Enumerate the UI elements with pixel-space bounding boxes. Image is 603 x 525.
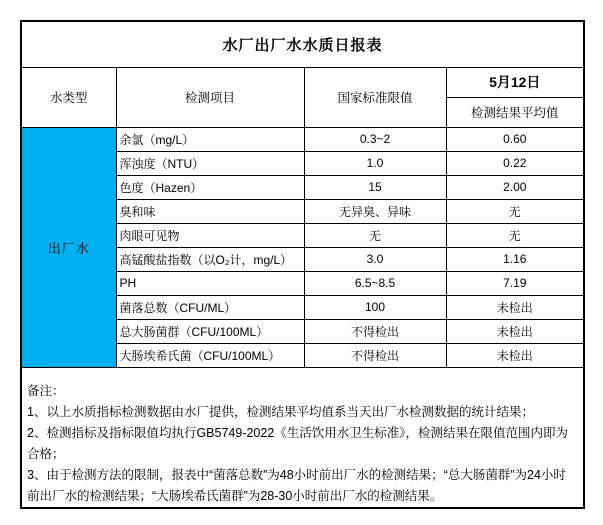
limit-cell: 不得检出	[304, 319, 446, 343]
header-water-type: 水类型	[21, 67, 116, 127]
result-cell: 无	[446, 223, 584, 247]
result-cell: 未检出	[446, 343, 584, 367]
title-row	[21, 21, 584, 67]
item-cell: PH	[116, 271, 304, 295]
page-title: 水厂出厂水水质日报表	[21, 21, 584, 67]
item-cell: 色度（Hazen）	[116, 175, 304, 199]
notes-label: 备注：	[27, 383, 65, 398]
item-cell: 总大肠菌群（CFU/100ML）	[116, 319, 304, 343]
limit-cell: 不得检出	[304, 343, 446, 367]
limit-cell: 6.5~8.5	[304, 271, 446, 295]
item-cell: 肉眼可见物	[116, 223, 304, 247]
header-date: 5月12日	[446, 67, 584, 97]
item-cell: 菌落总数（CFU/ML）	[116, 295, 304, 319]
result-cell: 0.22	[446, 151, 584, 175]
header-limit: 国家标准限值	[304, 67, 446, 127]
result-cell: 7.19	[446, 271, 584, 295]
item-cell: 臭和味	[116, 199, 304, 223]
limit-cell: 1.0	[304, 151, 446, 175]
note-line-3: 3、由于检测方法的限制，报表中“菌落总数”为48小时前出厂水的检测结果；“总大肠菌群”为24小时前出厂水的检测结果；“大肠埃希氏菌群”为28-30小时前出厂水的检测结果。	[27, 467, 566, 503]
table-row	[21, 127, 584, 151]
water-quality-daily-report	[20, 20, 583, 509]
report-table	[20, 20, 585, 509]
result-cell: 1.16	[446, 247, 584, 271]
limit-cell: 100	[304, 295, 446, 319]
item-cell: 余氯（mg/L）	[116, 127, 304, 151]
result-cell: 2.00	[446, 175, 584, 199]
header-row-1	[21, 67, 584, 97]
result-cell: 0.60	[446, 127, 584, 151]
limit-cell: 无	[304, 223, 446, 247]
item-cell: 大肠埃希氏菌（CFU/100ML）	[116, 343, 304, 367]
limit-cell: 15	[304, 175, 446, 199]
limit-cell: 3.0	[304, 247, 446, 271]
notes-cell	[21, 367, 584, 508]
notes-row	[21, 367, 584, 508]
header-item: 检测项目	[116, 67, 304, 127]
item-cell: 高锰酸盐指数（以O₂计，mg/L）	[116, 247, 304, 271]
note-line-1: 1、以上水质指标检测数据由水厂提供，检测结果平均值系当天出厂水检测数据的统计结果；	[27, 404, 534, 419]
item-cell: 浑浊度（NTU）	[116, 151, 304, 175]
result-cell: 未检出	[446, 295, 584, 319]
water-type-cell: 出厂水	[21, 127, 116, 367]
result-cell: 未检出	[446, 319, 584, 343]
limit-cell: 无异臭、异味	[304, 199, 446, 223]
result-cell: 无	[446, 199, 584, 223]
note-line-2: 2、检测指标及指标限值均执行GB5749-2022《生活饮用水卫生标准》，检测结果在限值范围内即为合格；	[27, 425, 569, 461]
limit-cell: 0.3~2	[304, 127, 446, 151]
header-result-avg: 检测结果平均值	[446, 97, 584, 127]
